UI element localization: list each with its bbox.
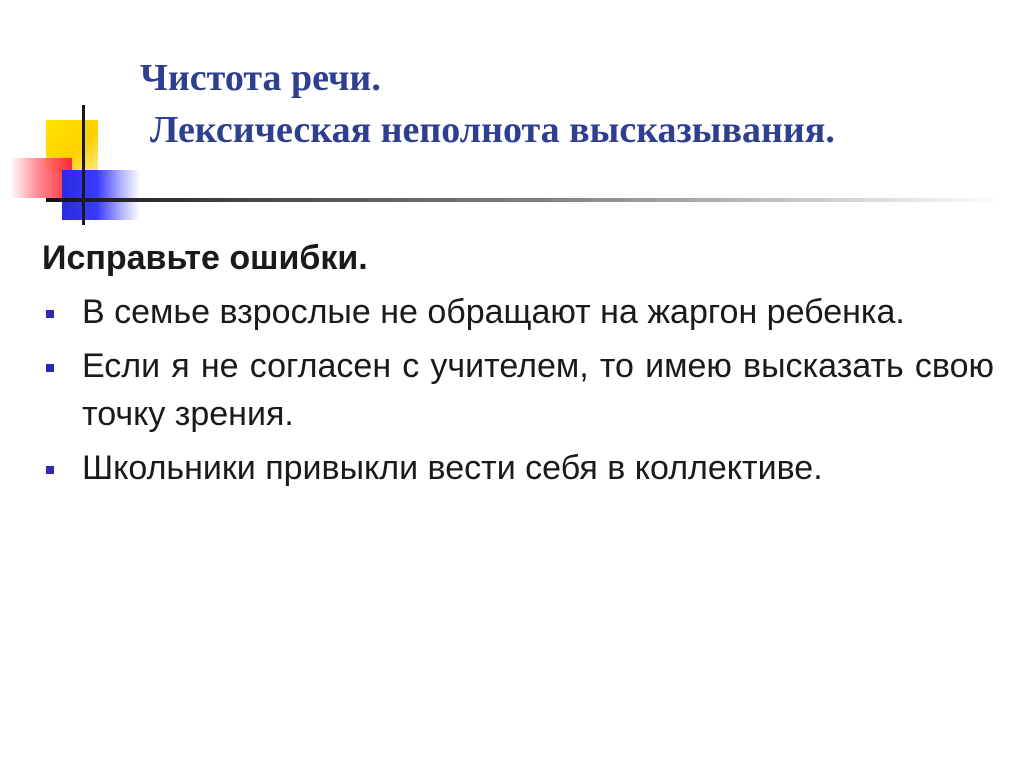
bullet-text: Школьники привыкли вести себя в коллективе. <box>82 449 823 487</box>
slide-title-line-2: Лексическая неполнота высказывания. <box>150 109 835 151</box>
slide-body <box>42 236 994 498</box>
slide-title-line-1: Чистота речи. <box>140 57 381 99</box>
horizontal-divider-line <box>46 198 1006 202</box>
bullet-list <box>42 288 994 492</box>
body-heading: Исправьте ошибки. <box>42 239 368 277</box>
bullet-text: Если я не согласен с учителем, то имею высказать свою точку зрения. <box>82 347 994 433</box>
bullet-text: В семье взрослые не обращают на жаргон ребенка. <box>82 293 905 331</box>
bullet-item <box>42 444 994 492</box>
square-bullet-icon <box>46 364 54 372</box>
decorative-logo-block <box>0 0 160 240</box>
blue-square-decoration <box>62 170 140 220</box>
vertical-divider-line <box>82 105 85 225</box>
square-bullet-icon <box>46 310 54 318</box>
bullet-item <box>42 288 994 336</box>
bullet-item <box>42 342 994 438</box>
slide-title <box>140 52 1000 156</box>
square-bullet-icon <box>46 466 54 474</box>
